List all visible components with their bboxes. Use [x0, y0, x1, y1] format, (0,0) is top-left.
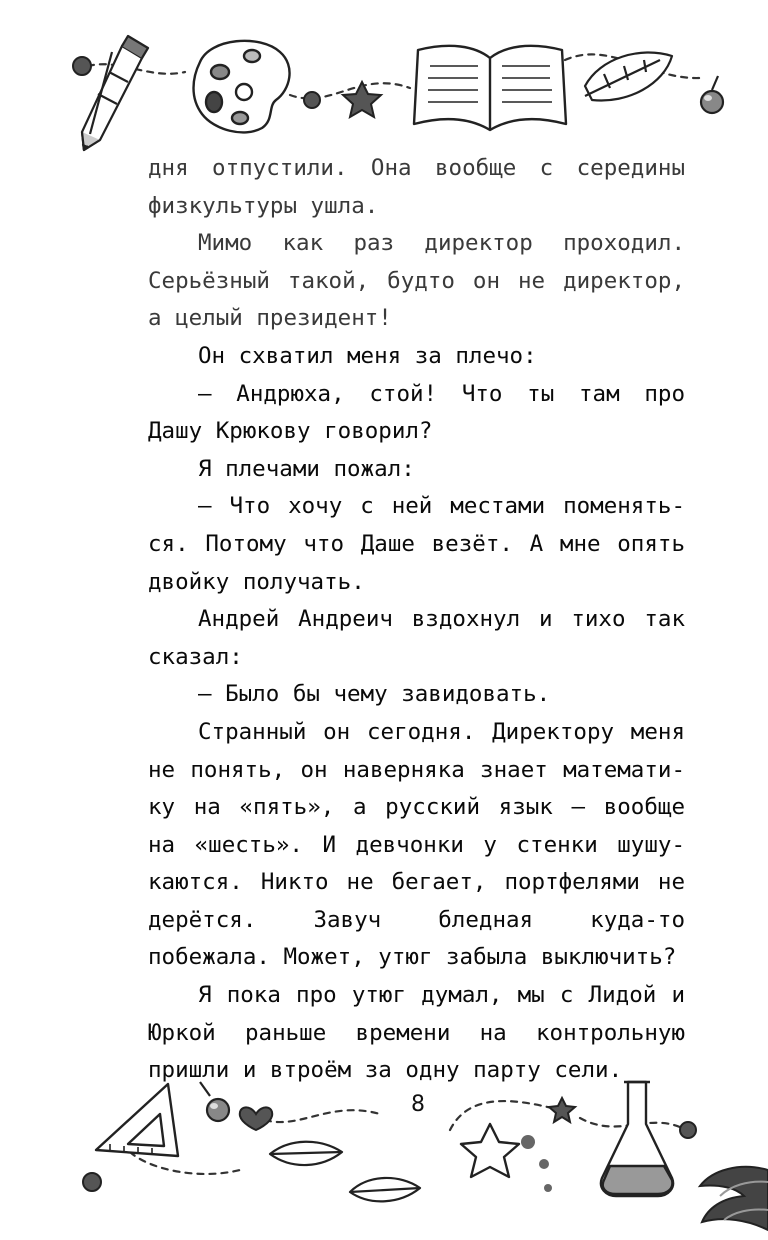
- paragraph: Мимо как раз директор проходил. Серьёзный такой, будто он не директор, а целый президент!: [148, 230, 685, 332]
- star-icon: [461, 1124, 519, 1177]
- triangle-ruler-icon: [96, 1084, 178, 1156]
- dot-icon: [539, 1159, 549, 1169]
- paragraph: — Было бы чему завидовать.: [198, 681, 551, 708]
- open-book-icon: [414, 46, 566, 130]
- star-icon: [343, 82, 381, 117]
- dot-icon: [544, 1184, 552, 1192]
- pushpin-icon: [200, 1082, 229, 1121]
- paragraph: Я пока про утюг думал, мы с Лидой и Юркой раньше времени на контрольную пришли и втроём за одну парту сели.: [148, 982, 685, 1084]
- dot-icon: [73, 57, 91, 75]
- dot-icon: [680, 1122, 696, 1138]
- leaf-icon: [270, 1142, 420, 1202]
- dot-icon: [304, 92, 320, 108]
- paragraph: Я плечами пожал:: [198, 455, 415, 482]
- palette-icon: [194, 41, 290, 133]
- flask-icon: [601, 1082, 673, 1196]
- paragraph: Странный он сегодня. Директору меня не понять, он наверняка знает математику на «пять», а русский язык — вообще на «шесть». И девчонки у стенки шушукаются. Никто не бегает, портфелями не дерётся. Завуч бледная куда-то побежала. Может, утюг забыла выключить?: [148, 718, 685, 971]
- paragraph: — Что хочу с ней местами поменяться. Потому что Даше везёт. А мне опять двойку получать.: [148, 493, 685, 595]
- paragraph: Андрей Андреич вздохнул и тихо так сказал:: [148, 606, 685, 670]
- paragraph: дня отпустили. Она вообще с середины физкультуры ушла.: [148, 155, 685, 219]
- dot-icon: [83, 1173, 101, 1191]
- body-text: [148, 150, 685, 1090]
- paragraph: — Андрюха, стой! Что ты там про Дашу Крюкову говорил?: [148, 380, 685, 445]
- pencil-icon: [82, 36, 148, 150]
- pushpin-icon: [701, 76, 723, 113]
- top-decoration: [0, 0, 768, 170]
- page-number: 8: [411, 1092, 425, 1117]
- star-icon: [549, 1098, 575, 1122]
- dot-icon: [521, 1135, 535, 1149]
- leaf-icon: [585, 53, 672, 101]
- heart-icon: [240, 1107, 272, 1130]
- bottom-decoration: [0, 1070, 768, 1240]
- paragraph: Он схватил меня за плечо:: [198, 342, 537, 369]
- brush-stroke-icon: [700, 1167, 768, 1230]
